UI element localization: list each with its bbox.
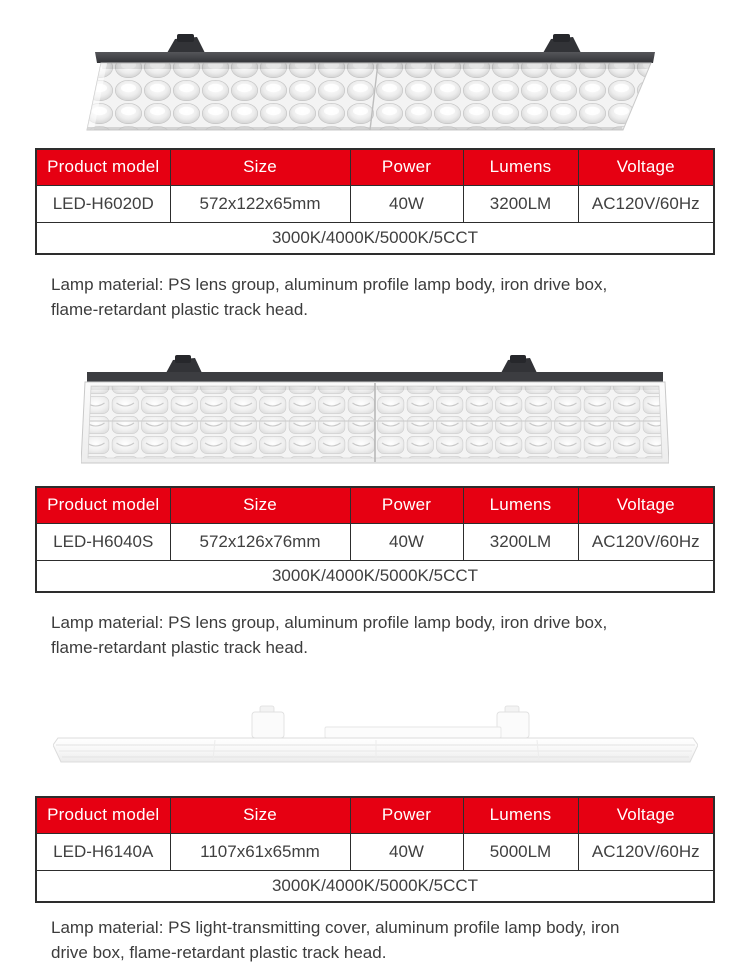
col-header-size: Size bbox=[170, 797, 350, 833]
voltage-value: AC120V/60Hz bbox=[578, 523, 714, 560]
material-description: Lamp material: PS lens group, aluminum profile lamp body, iron drive box, flame-retardant plastic track head. bbox=[51, 275, 608, 319]
spec-header-row bbox=[36, 149, 714, 185]
cct-value: 3000K/4000K/5000K/5CCT bbox=[36, 560, 714, 592]
lumens-value: 3200LM bbox=[463, 523, 578, 560]
power-value: 40W bbox=[350, 523, 463, 560]
product-image-led-h6040s bbox=[0, 355, 750, 467]
col-header-lumens: Lumens bbox=[463, 149, 578, 185]
power-value: 40W bbox=[350, 185, 463, 222]
col-header-voltage: Voltage bbox=[578, 149, 714, 185]
spec-table-led-h6020d bbox=[35, 148, 715, 255]
product-image-led-h6140a bbox=[0, 700, 750, 768]
spec-value-row bbox=[36, 523, 714, 560]
material-description: Lamp material: PS light-transmitting cover, aluminum profile lamp body, iron drive box, flame-retardant plastic track head. bbox=[51, 918, 620, 962]
size-value: 1107x61x65mm bbox=[170, 833, 350, 870]
cct-value: 3000K/4000K/5000K/5CCT bbox=[36, 870, 714, 902]
spec-value-row bbox=[36, 833, 714, 870]
product-section-led-h6040s bbox=[0, 355, 750, 660]
product-model-value: LED-H6140A bbox=[36, 833, 170, 870]
led-panel-lamp-illustration bbox=[85, 33, 665, 133]
size-value: 572x126x76mm bbox=[170, 523, 350, 560]
product-section-led-h6020d bbox=[0, 33, 750, 322]
product-section-led-h6140a bbox=[0, 700, 750, 977]
spec-value-row bbox=[36, 185, 714, 222]
voltage-value: AC120V/60Hz bbox=[578, 185, 714, 222]
power-value: 40W bbox=[350, 833, 463, 870]
cct-value: 3000K/4000K/5000K/5CCT bbox=[36, 222, 714, 254]
col-header-product-model: Product model bbox=[36, 149, 170, 185]
material-description-wrap bbox=[36, 272, 714, 322]
col-header-voltage: Voltage bbox=[578, 487, 714, 523]
cct-row bbox=[36, 560, 714, 592]
led-panel-lamp-illustration bbox=[81, 355, 669, 467]
lumens-value: 5000LM bbox=[463, 833, 578, 870]
col-header-power: Power bbox=[350, 797, 463, 833]
col-header-size: Size bbox=[170, 149, 350, 185]
col-header-power: Power bbox=[350, 487, 463, 523]
col-header-product-model: Product model bbox=[36, 797, 170, 833]
material-description: Lamp material: PS lens group, aluminum profile lamp body, iron drive box, flame-retardant plastic track head. bbox=[51, 613, 608, 657]
voltage-value: AC120V/60Hz bbox=[578, 833, 714, 870]
material-description-wrap bbox=[36, 610, 714, 660]
spec-header-row bbox=[36, 487, 714, 523]
col-header-size: Size bbox=[170, 487, 350, 523]
product-model-value: LED-H6040S bbox=[36, 523, 170, 560]
cct-row bbox=[36, 222, 714, 254]
col-header-voltage: Voltage bbox=[578, 797, 714, 833]
size-value: 572x122x65mm bbox=[170, 185, 350, 222]
product-image-led-h6020d bbox=[0, 33, 750, 133]
cct-row bbox=[36, 870, 714, 902]
col-header-power: Power bbox=[350, 149, 463, 185]
col-header-lumens: Lumens bbox=[463, 487, 578, 523]
lumens-value: 3200LM bbox=[463, 185, 578, 222]
spec-table-led-h6140a bbox=[35, 796, 715, 903]
col-header-lumens: Lumens bbox=[463, 797, 578, 833]
product-model-value: LED-H6020D bbox=[36, 185, 170, 222]
material-description-wrap bbox=[36, 915, 714, 977]
linear-bar-lamp-illustration bbox=[53, 700, 698, 768]
col-header-product-model: Product model bbox=[36, 487, 170, 523]
spec-header-row bbox=[36, 797, 714, 833]
spec-table-led-h6040s bbox=[35, 486, 715, 593]
